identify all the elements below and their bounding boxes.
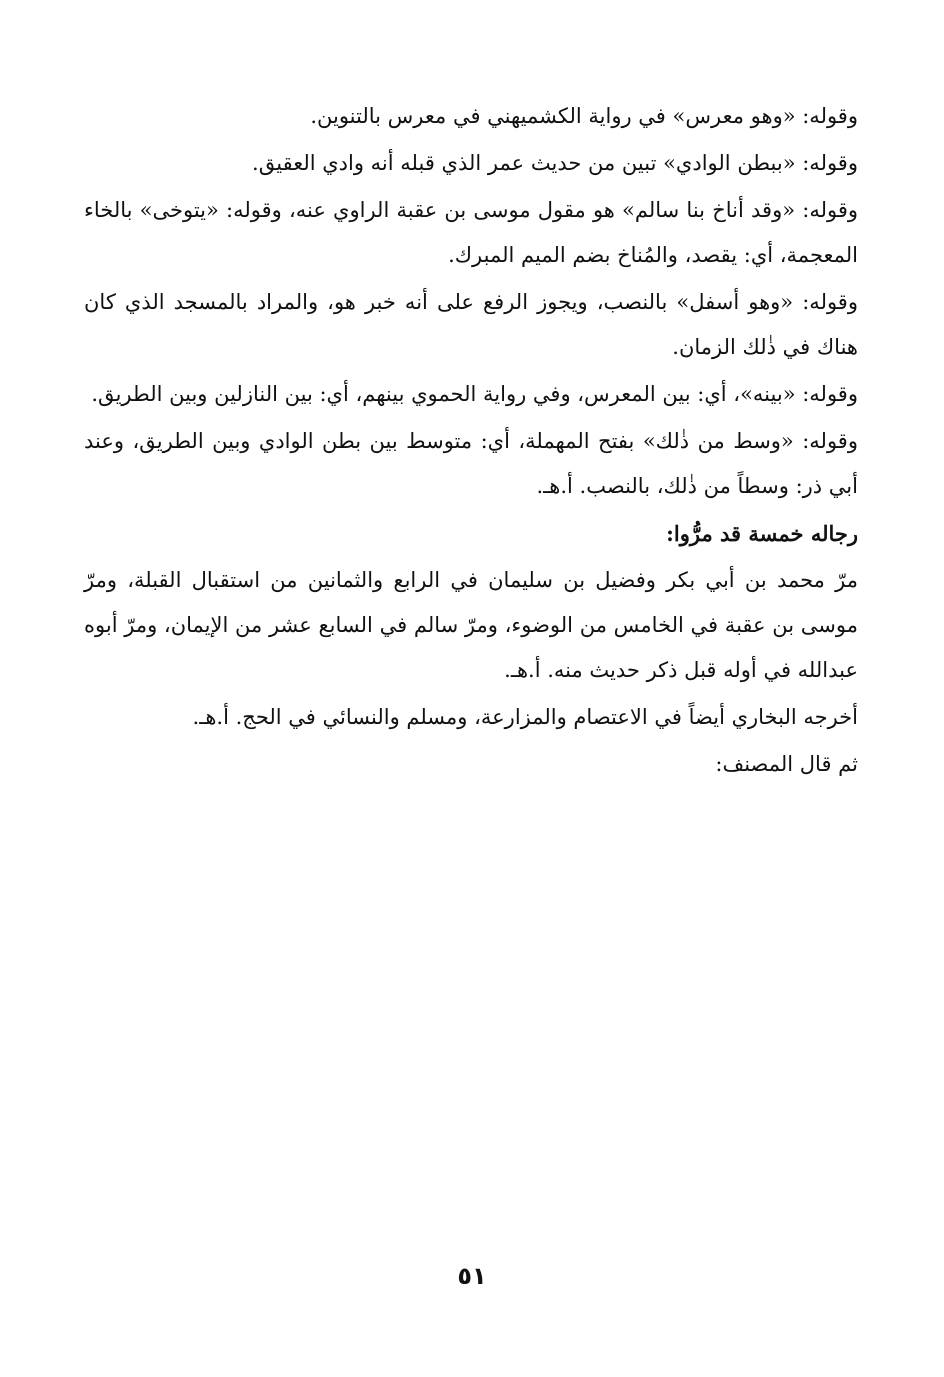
paragraph-anakha-bina-salim: وقوله: «وقد أناخ بنا سالم» هو مقول موسى بن عقبة الراوي عنه، وقوله: «يتوخى» بالخاء المعجمة، أي: يقصد، والمُناخ بضم الميم المبرك.	[84, 198, 858, 267]
paragraph-narrators: مرّ محمد بن أبي بكر وفضيل بن سليمان في الرابع والثمانين من استقبال القبلة، ومرّ موسى بن عقبة في الخامس من الوضوء، ومرّ سالم في السابع عشر من الإيمان، ومرّ أبوه عبدالله في أوله قبل ذكر حديث منه. أ.هـ.	[84, 568, 858, 682]
paragraph-baynahu: وقوله: «بينه»، أي: بين المعرس، وفي رواية الحموي بينهم، أي: بين النازلين وبين الطريق.	[91, 382, 858, 406]
paragraph-wa-huwa-asfal: وقوله: «وهو أسفل» بالنصب، ويجوز الرفع على أنه خبر هو، والمراد بالمسجد الذي كان هناك في ذٰلك الزمان.	[84, 290, 858, 359]
paragraph-batn-al-wadi: وقوله: «ببطن الوادي» تبين من حديث عمر الذي قبله أنه وادي العقيق.	[252, 151, 858, 175]
paragraph-wasat: وقوله: «وسط من ذٰلك» بفتح المهملة، أي: متوسط بين بطن الوادي وبين الطريق، وعند أبي ذر: وسطاً من ذٰلك، بالنصب. أ.هـ.	[84, 429, 858, 498]
paragraph-takhrij: أخرجه البخاري أيضاً في الاعتصام والمزارعة، ومسلم والنسائي في الحج. أ.هـ.	[192, 705, 858, 729]
section-heading-narrators: رجاله خمسة قد مرُّوا:	[666, 521, 858, 546]
paragraph-muarras: وقوله: «وهو معرس» في رواية الكشميهني في معرس بالتنوين.	[310, 104, 858, 128]
page-body	[84, 94, 858, 789]
page-number: ٥١	[457, 1262, 487, 1290]
paragraph-author-said: ثم قال المصنف:	[715, 752, 858, 776]
